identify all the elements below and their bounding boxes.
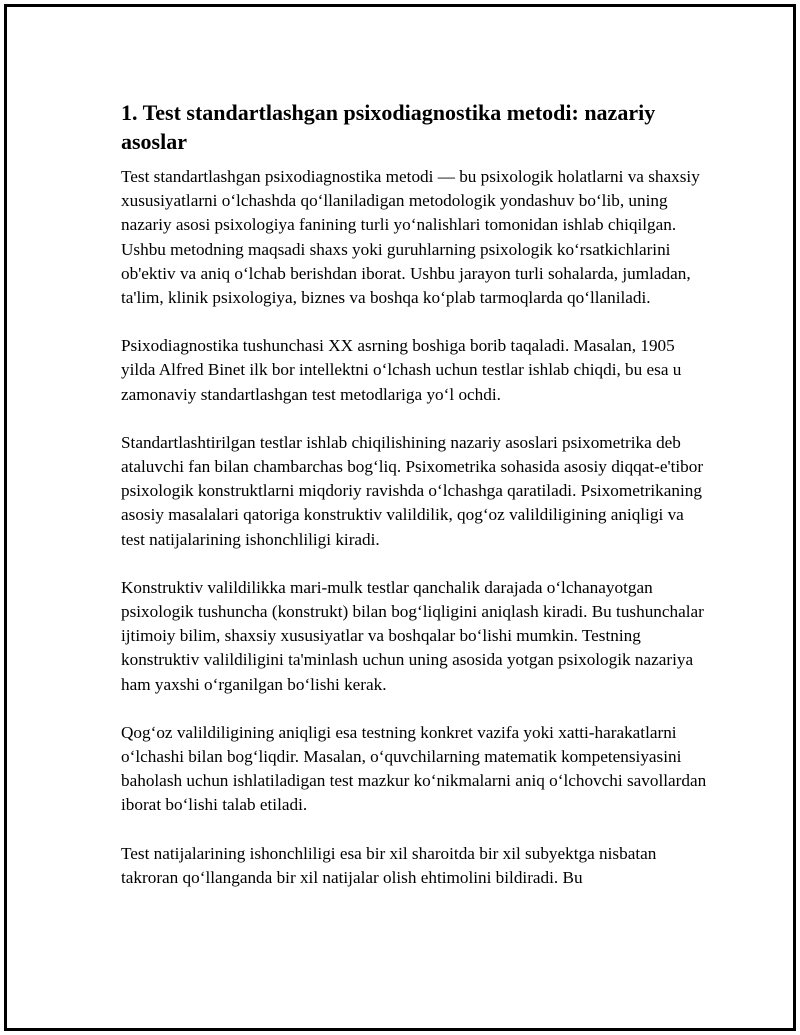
document-body [121,98,711,914]
paragraph: Test standartlashgan psixodiagnostika metodi — bu psixologik holatlarni va shaxsiy xususiyatlarni o‘lchashda qo‘llaniladigan metodologik yondashuv bo‘lib, uning nazariy asosi psixologiya fanining turli yo‘nalishlari tomonidan ishlab chiqilgan. Ushbu metodning maqsadi shaxs yoki guruhlarning psixologik ko‘rsatkichlarini ob'ektiv va aniq o‘lchab berishdan iborat. Ushbu jarayon turli sohalarda, jumladan, ta'lim, klinik psixologiya, biznes va boshqa ko‘plab tarmoqlarda qo‘llaniladi. [121,167,700,308]
paragraph: Konstruktiv valildilikka mari-mulk testlar qanchalik darajada o‘lchanayotgan psixologik tushuncha (konstrukt) bilan bog‘liqligini aniqlash kiradi. Bu tushunchalar ijtimoiy bilim, shaxsiy xususiyatlar va boshqalar bo‘lishi mumkin. Testning konstruktiv valildiligini ta'minlash uchun uning asosida yotgan psixologik nazariya ham yaxshi o‘rganilgan bo‘lishi kerak. [121,577,704,694]
paragraph: Qog‘oz valildiligining aniqligi esa testning konkret vazifa yoki xatti-harakatlarni o‘lchashi bilan bog‘liqdir. Masalan, o‘quvchilarning matematik kompetensiyasini baholash uchun ishlatiladigan test mazkur ko‘nikmalarni aniq o‘lchovchi savollardan iborat bo‘lishi talab etiladi. [121,722,707,815]
section-heading: 1. Test standartlashgan psixodiagnostika metodi: nazariy asoslar [121,100,656,154]
paragraph: Psixodiagnostika tushunchasi XX asrning boshiga borib taqaladi. Masalan, 1905 yilda Alfred Binet ilk bor intellektni o‘lchash uchun testlar ishlab chiqdi, bu esa u zamonaviy standartlashgan test metodlariga yo‘l ochdi. [121,336,682,404]
page-frame [4,4,796,1031]
paragraph: Test natijalarining ishonchliligi esa bir xil sharoitda bir xil subyektga nisbatan takroran qo‘llanganda bir xil natijalar olish ehtimolini bildiradi. Bu [121,843,657,887]
paragraph: Standartlashtirilgan testlar ishlab chiqilishining nazariy asoslari psixometrika deb ataluvchi fan bilan chambarchas bog‘liq. Psixometrika sohasida asosiy diqqat-e'tibor psixologik konstruktlarni miqdoriy ravishda o‘lchashga qaratiladi. Psixometrikaning asosiy masalalari qatoriga konstruktiv valildilik, qog‘oz valildiligining aniqligi va test natijalarining ishonchliligi kiradi. [121,432,704,549]
